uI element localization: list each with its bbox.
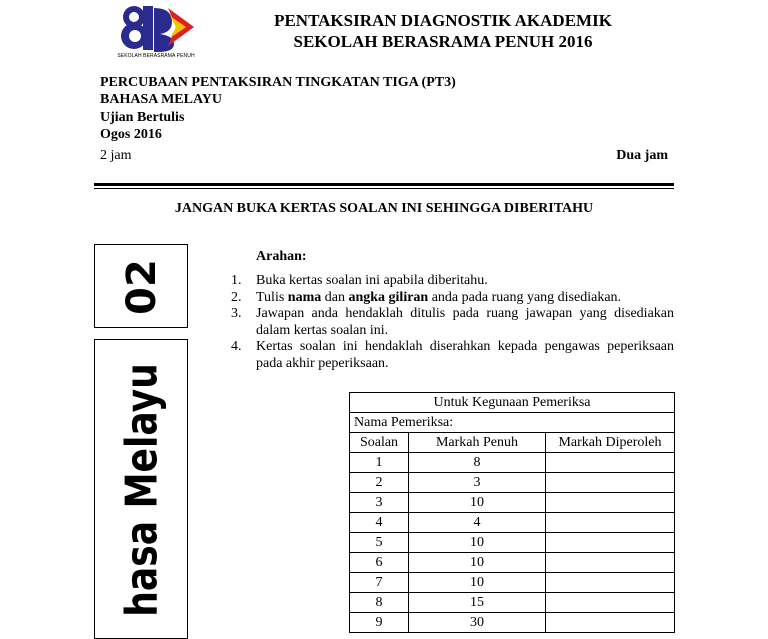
row-marks-obtained[interactable] [546, 553, 675, 573]
instruction-text: Tulis [256, 289, 288, 305]
subject-side-box [94, 339, 188, 639]
instruction-item [228, 290, 674, 307]
instruction-text: dan [321, 289, 349, 305]
table-row [350, 493, 675, 513]
instruction-number: 1. [231, 273, 242, 288]
exam-title: PERCUBAAN PENTAKSIRAN TINGKATAN TIGA (PT3) [100, 75, 456, 90]
paper-type: Ujian Bertulis [100, 110, 185, 125]
paper-code-box [94, 244, 188, 328]
row-question-number: 7 [350, 573, 409, 593]
table-title: Untuk Kegunaan Pemeriksa [350, 393, 675, 413]
instruction-text: Kertas soalan ini hendaklah diserahkan kepada pengawas peperiksaan pada akhir peperiksaan. [256, 339, 674, 371]
header-line-2: SEKOLAH BERASRAMA PENUH 2016 [293, 32, 593, 51]
logo-caption: SEKOLAH BERASRAMA PENUH [117, 53, 195, 59]
table-title-row [350, 393, 675, 413]
row-marks-obtained[interactable] [546, 473, 675, 493]
row-full-marks: 8 [409, 453, 546, 473]
row-question-number: 3 [350, 493, 409, 513]
instruction-item [228, 339, 674, 372]
row-full-marks: 10 [409, 553, 546, 573]
examiner-table [349, 392, 675, 633]
table-row [350, 473, 675, 493]
instruction-bold-roll: angka giliran [348, 289, 429, 305]
table-row [350, 513, 675, 533]
row-marks-obtained[interactable] [546, 573, 675, 593]
header-markah-diperoleh: Markah Diperoleh [546, 433, 675, 453]
header-soalan: Soalan [350, 433, 409, 453]
warning-notice: JANGAN BUKA KERTAS SOALAN INI SEHINGGA DIBERITAHU [174, 201, 594, 216]
row-marks-obtained[interactable] [546, 533, 675, 553]
examiner-name-label: Nama Pemeriksa: [350, 413, 675, 433]
row-question-number: 1 [350, 453, 409, 473]
row-marks-obtained[interactable] [546, 453, 675, 473]
row-question-number: 5 [350, 533, 409, 553]
row-marks-obtained[interactable] [546, 513, 675, 533]
exam-subject: BAHASA MELAYU [100, 92, 223, 107]
row-full-marks: 10 [409, 573, 546, 593]
row-marks-obtained[interactable] [546, 493, 675, 513]
instruction-text: Buka kertas soalan ini apabila diberitahu. [256, 273, 488, 288]
row-full-marks: 10 [409, 533, 546, 553]
table-row [350, 573, 675, 593]
instructions-list [228, 273, 674, 372]
row-marks-obtained[interactable] [546, 593, 675, 613]
row-full-marks: 10 [409, 493, 546, 513]
duration-words: Dua jam [616, 148, 668, 163]
row-full-marks: 3 [409, 473, 546, 493]
instruction-number: 3. [231, 306, 242, 321]
table-row [350, 553, 675, 573]
row-full-marks: 15 [409, 593, 546, 613]
logo-bar [143, 6, 153, 50]
divider-thick [94, 183, 674, 186]
instruction-number: 2. [231, 289, 242, 305]
header-markah-penuh: Markah Penuh [409, 433, 546, 453]
instruction-item [228, 273, 674, 290]
subject-side-label: hasa Melayu [116, 363, 168, 617]
row-question-number: 4 [350, 513, 409, 533]
table-row [350, 453, 675, 473]
instruction-text: anda pada ruang yang disediakan. [428, 289, 622, 305]
instruction-item [228, 306, 674, 339]
row-full-marks: 4 [409, 513, 546, 533]
table-row [350, 593, 675, 613]
instruction-number: 4. [231, 339, 242, 354]
divider-thin [94, 188, 674, 189]
instructions-heading: Arahan: [256, 249, 307, 264]
instruction-bold-name: nama [287, 289, 322, 305]
table-header-row [350, 433, 675, 453]
paper-code: 02 [119, 259, 165, 315]
row-full-marks: 30 [409, 613, 546, 633]
duration-number: 2 jam [100, 148, 132, 163]
row-question-number: 8 [350, 593, 409, 613]
exam-date: Ogos 2016 [100, 127, 162, 142]
header-line-1: PENTAKSIRAN DIAGNOSTIK AKADEMIK [274, 11, 612, 30]
instruction-text: Jawapan anda hendaklah ditulis pada ruang jawapan yang disediakan dalam kertas soalan ini. [256, 306, 674, 338]
row-question-number: 2 [350, 473, 409, 493]
logo-hole-bottom [129, 30, 141, 42]
row-question-number: 6 [350, 553, 409, 573]
table-row [350, 533, 675, 553]
table-examiner-row [350, 413, 675, 433]
row-question-number: 9 [350, 613, 409, 633]
logo-hole-top [129, 12, 139, 22]
